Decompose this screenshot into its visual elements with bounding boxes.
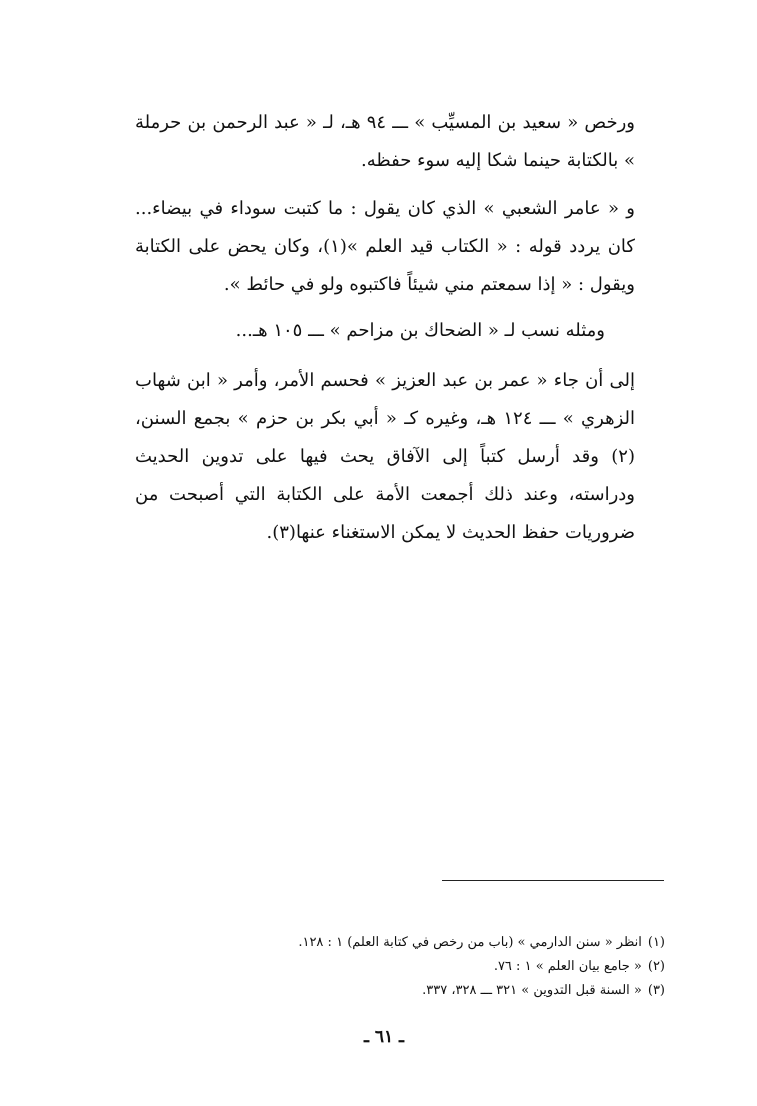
- footnote-text: « السنة قبل التدوين » ٣٢١ ـــ ٣٢٨، ٣٣٧.: [422, 983, 642, 998]
- footnote-number: (٣): [647, 983, 665, 998]
- footnote: [245, 931, 665, 955]
- footnote: [245, 979, 665, 1003]
- paragraph: إلى أن جاء « عمر بن عبد العزيز » فحسم الأمر، وأمر « ابن شهاب الزهري » ـــ ١٢٤ هـ، وغيره كـ « أبي بكر بن حزم » بجمع السنن،(٢) وقد أرسل كتباً إلى الآفاق يحث فيها على تدوين الحديث ودراسته، وعند ذلك أجمعت الأمة على الكتابة التي أصبحت من ضروريات حفظ الحديث لا يمكن الاستغناء عنها(٣).: [135, 370, 635, 543]
- paragraph: ورخص « سعيد بن المسيِّب » ـــ ٩٤ هـ، لـ « عبد الرحمن بن حرملة » بالكتابة حينما شكا إليه سوء حفظه.: [135, 112, 635, 171]
- footnotes: [245, 931, 665, 1003]
- paragraph: ومثله نسب لـ « الضحاك بن مزاحم » ـــ ١٠٥ هـ...: [235, 320, 605, 341]
- paragraph: و « عامر الشعبي » الذي كان يقول : ما كتبت سوداء في بيضاء... كان يردد قوله : « الكتاب قيد العلم »(١)، وكان يحض على الكتابة ويقول : « إذا سمعتم مني شيئاً فاكتبوه ولو في حائط ».: [135, 198, 635, 295]
- main-text: [135, 104, 635, 552]
- page-number: ـ ٦١ ـ: [363, 1027, 405, 1047]
- footnote-divider: [442, 880, 664, 881]
- footnote-number: (٢): [647, 959, 665, 974]
- footnote-text: « جامع بيان العلم » ١ : ٧٦.: [493, 959, 642, 974]
- footnote-number: (١): [647, 935, 665, 950]
- footnote-text: انظر « سنن الدارمي » (باب من رخص في كتابة العلم) ١ : ١٢٨.: [298, 935, 642, 950]
- footnote: [245, 955, 665, 979]
